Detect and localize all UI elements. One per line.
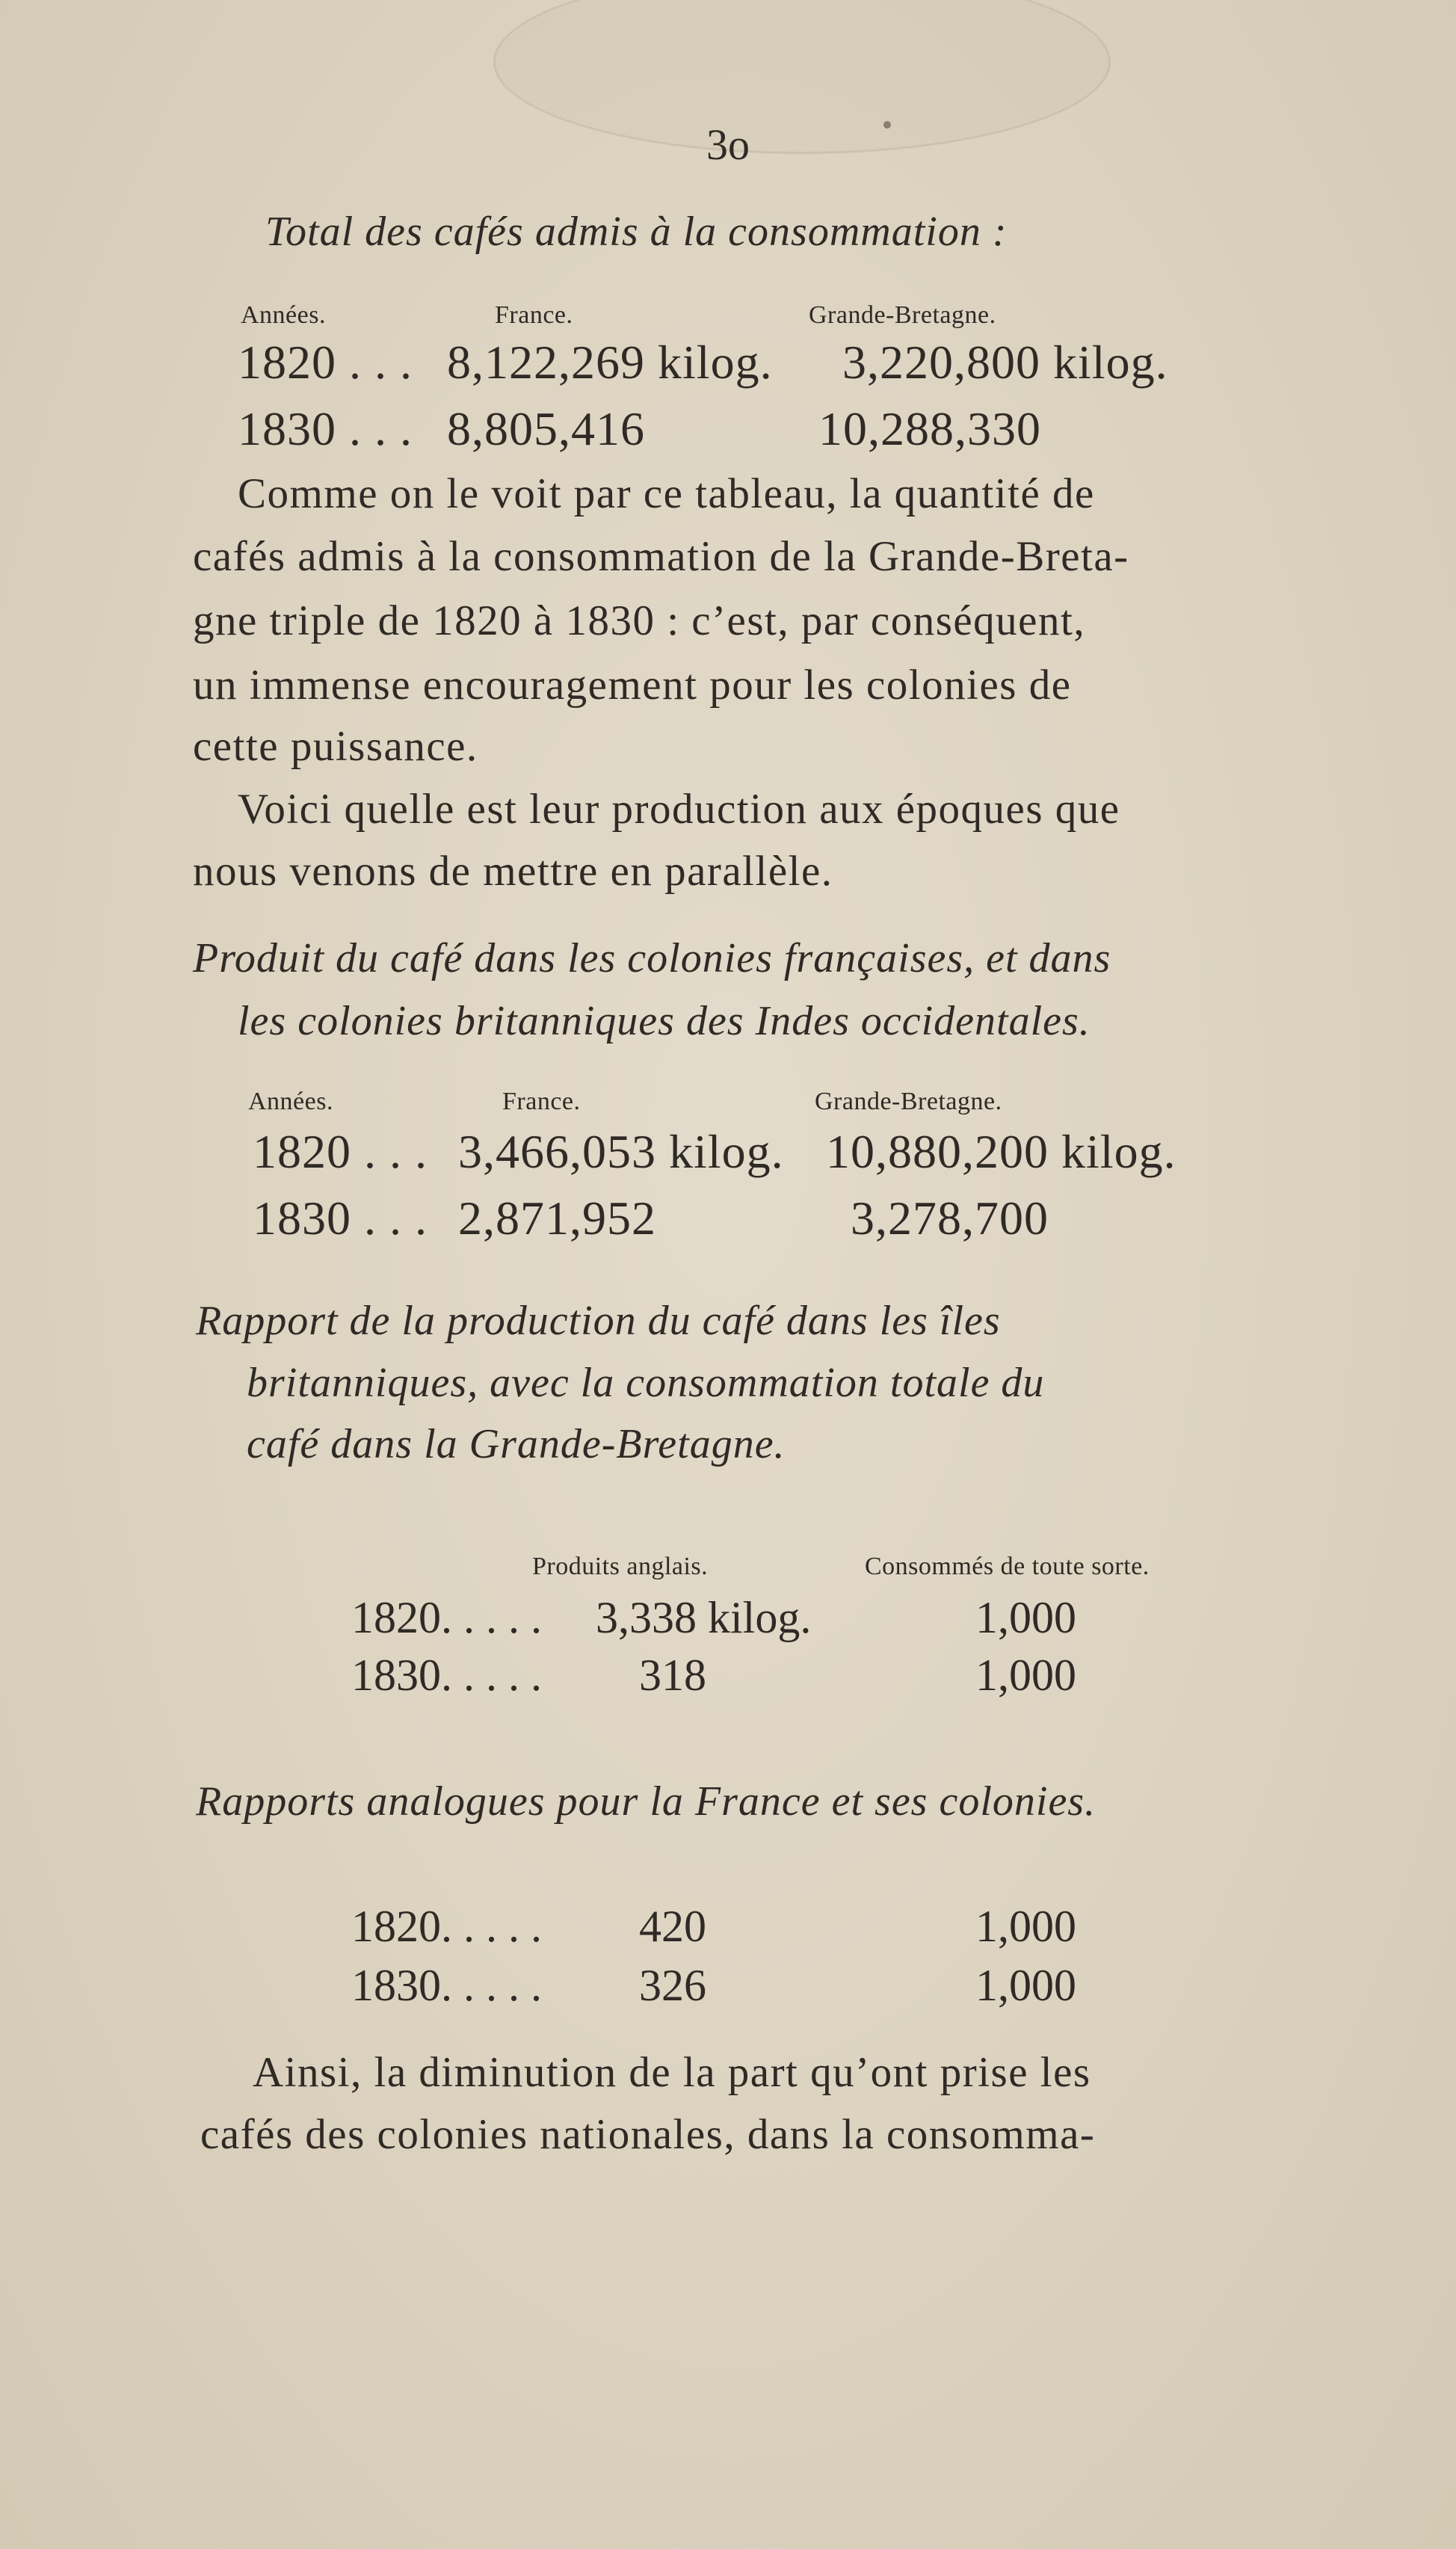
paragraph-line: gne triple de 1820 à 1830 : c’est, par conséquent, [193,597,1086,644]
table-cell-year: 1820 . . . [253,1125,428,1178]
table-cell-consumed: 1,000 [975,1961,1076,2010]
section1-col-gb: Grande-Bretagne. [809,301,996,329]
table-cell-consumed: 1,000 [975,1650,1076,1700]
section3-heading: britanniques, avec la consommation totale du [247,1360,1045,1406]
section2-col-france: France. [502,1088,581,1115]
section2-col-gb: Grande-Bretagne. [815,1088,1002,1115]
table-cell-consumed: 1,000 [975,1902,1076,1951]
table-cell-gb: 10,288,330 [818,402,1041,455]
section1-col-france: France. [495,301,573,329]
table-cell-produced: 326 [639,1961,706,2010]
table-cell-year: 1830 . . . [238,402,413,455]
paragraph-line: Ainsi, la diminution de la part qu’ont prise les [253,2049,1091,2096]
page-number: 3o [706,120,750,169]
paragraph-line: un immense encouragement pour les colonies de [193,662,1072,709]
table-cell-produced: 318 [639,1650,706,1700]
table-cell-gb: 10,880,200 kilog. [826,1125,1176,1178]
section1-heading: Total des cafés admis à la consommation : [265,209,1008,255]
table-cell-france: 2,871,952 [458,1192,656,1245]
section3-col-produced: Produits anglais. [532,1553,709,1580]
section2-col-years: Années. [248,1088,333,1115]
paragraph-line: nous venons de mettre en parallèle. [193,848,833,895]
table-cell-year: 1820. . . . . [351,1593,542,1642]
paragraph-line: cafés admis à la consommation de la Grande-Breta- [193,533,1129,580]
table-cell-france: 8,805,416 [447,402,645,455]
section2-heading: les colonies britanniques des Indes occidentales. [238,998,1091,1044]
table-cell-year: 1830. . . . . [351,1650,542,1700]
section3-heading: café dans la Grande-Bretagne. [247,1421,786,1467]
paragraph-line: Voici quelle est leur production aux époques que [238,786,1120,833]
paragraph-line: Comme on le voit par ce tableau, la quantité de [238,470,1095,517]
paragraph-line: cafés des colonies nationales, dans la consomma- [200,2111,1096,2158]
table-cell-produced: 3,338 kilog. [596,1593,812,1642]
table-cell-consumed: 1,000 [975,1593,1076,1642]
section3-col-consumed: Consommés de toute sorte. [865,1553,1150,1580]
table-cell-gb: 3,278,700 [851,1192,1049,1245]
section2-heading: Produit du café dans les colonies françaises, et dans [193,935,1111,981]
section4-heading: Rapports analogues pour la France et ses colonies. [196,1778,1096,1825]
table-cell-france: 8,122,269 kilog. [447,336,773,389]
table-cell-year: 1830. . . . . [351,1961,542,2010]
table-cell-year: 1820 . . . [238,336,413,389]
table-cell-gb: 3,220,800 kilog. [842,336,1168,389]
table-cell-year: 1830 . . . [253,1192,428,1245]
section1-col-years: Années. [241,301,326,329]
section3-heading: Rapport de la production du café dans les îles [196,1298,1001,1344]
table-cell-year: 1820. . . . . [351,1902,542,1951]
table-cell-produced: 420 [639,1902,706,1951]
table-cell-france: 3,466,053 kilog. [458,1125,784,1178]
paragraph-line: cette puissance. [193,723,478,770]
